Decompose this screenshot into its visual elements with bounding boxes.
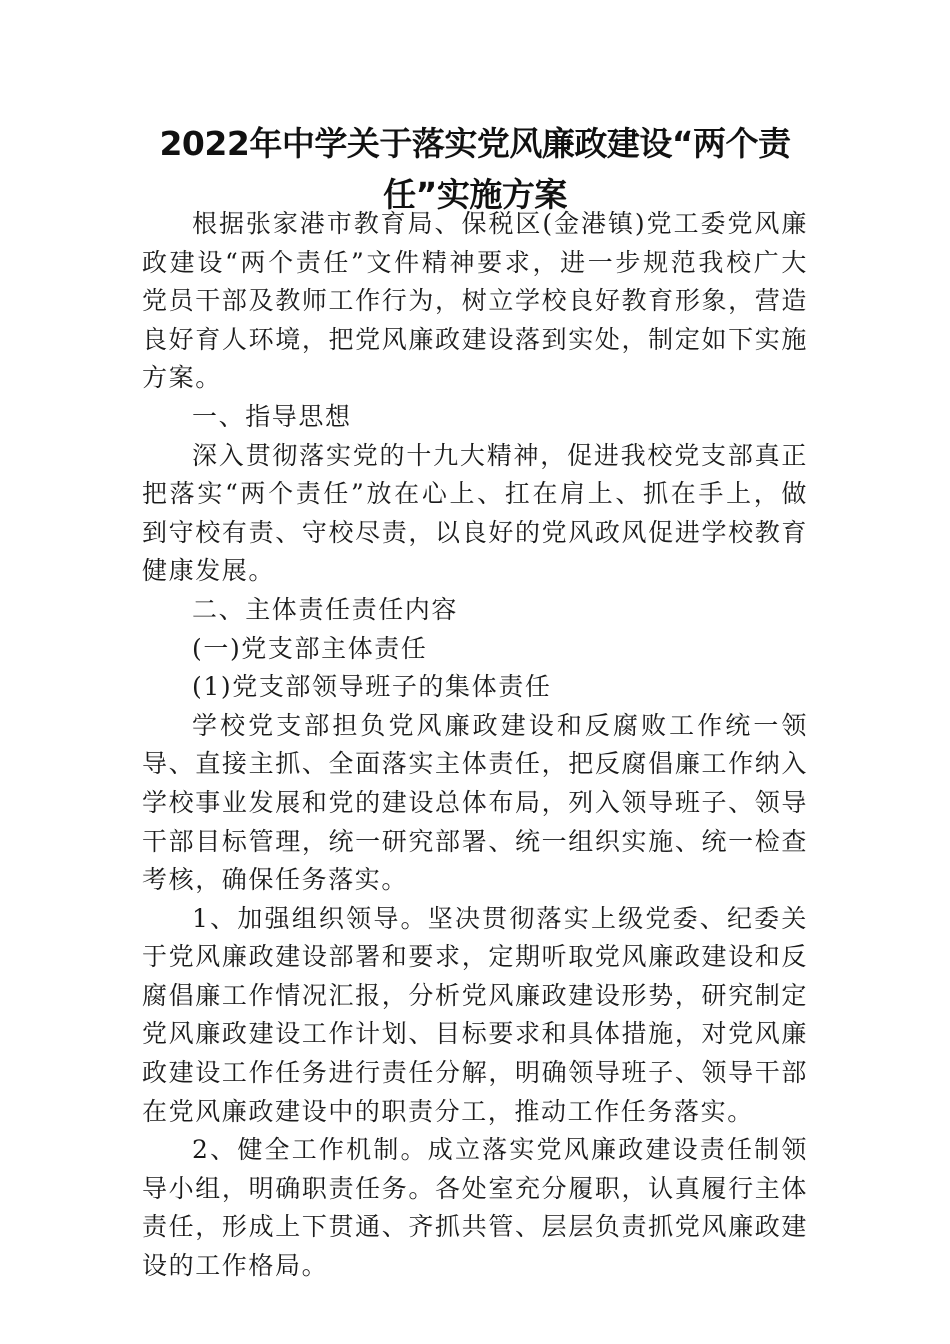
paragraph-collective-responsibility: 学校党支部担负党风廉政建设和反腐败工作统一领导、直接主抓、全面落实主体责任，把反腐倡廉工作纳入学校事业发展和党的建设总体布局，列入领导班子、领导干部目标管理，统一研究部署、统一组织实施、统一检查考核，确保任务落实。	[142, 710, 808, 895]
paragraph-intro: 根据张家港市教育局、保税区(金港镇)党工委党风廉政建设“两个责任”文件精神要求，进一步规范我校广大党员干部及教师工作行为，树立学校良好教育形象，营造良好育人环境，把党风廉政建设落到实处，制定如下实施方案。	[142, 209, 808, 393]
section-heading-guiding-thought: 一、指导思想	[192, 401, 352, 431]
paragraph-item-2: 2、健全工作机制。成立落实党风廉政建设责任制领导小组，明确职责任务。各处室充分履职，认真履行主体责任，形成上下贯通、齐抓共管、层层负责抓党风廉政建设的工作格局。	[142, 1135, 808, 1281]
subsection-heading-collective-responsibility: (1)党支部领导班子的集体责任	[192, 672, 552, 702]
section-heading-main-responsibility: 二、主体责任责任内容	[192, 594, 459, 624]
document-body	[142, 205, 808, 1286]
paragraph-item-1: 1、加强组织领导。坚决贯彻落实上级党委、纪委关于党风廉政建设部署和要求，定期听取党风廉政建设和反腐倡廉工作情况汇报，分析党风廉政建设形势，研究制定党风廉政建设工作计划、目标要求和具体措施，对党风廉政建设工作任务进行责任分解，明确领导班子、领导干部在党风廉政建设中的职责分工，推动工作任务落实。	[142, 903, 808, 1126]
document-title: 2022年中学关于落实党风廉政建设“两个责任”实施方案	[159, 124, 791, 214]
subsection-heading-party-branch: (一)党支部主体责任	[192, 633, 428, 663]
paragraph-guiding-thought: 深入贯彻落实党的十九大精神，促进我校党支部真正把落实“两个责任”放在心上、扛在肩上、抓在手上，做到守校有责、守校尽责，以良好的党风政风促进学校教育健康发展。	[142, 440, 808, 586]
